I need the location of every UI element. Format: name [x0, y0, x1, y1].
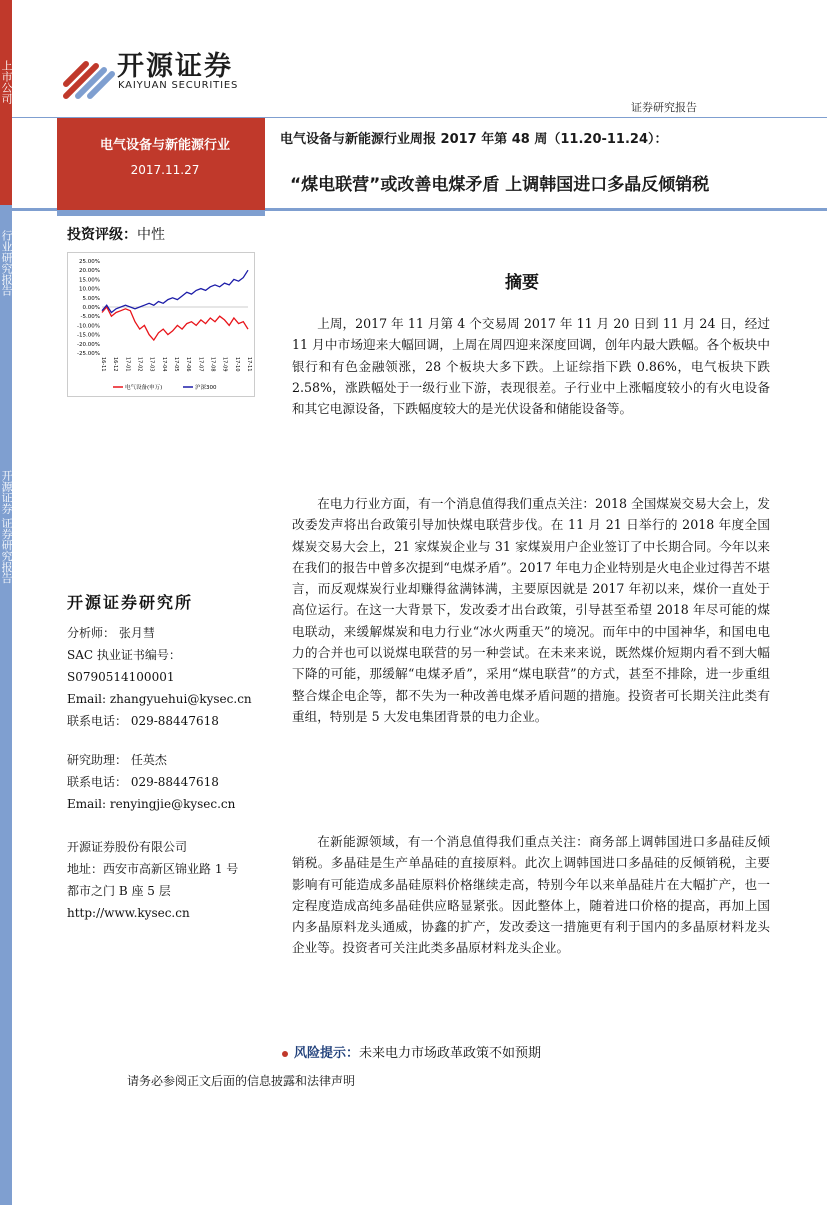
industry-name: 电气设备与新能源行业 — [99, 138, 230, 153]
y-tick-label: -10.00% — [77, 323, 100, 330]
y-tick-label: 20.00% — [79, 268, 100, 275]
report-date: 2017.11.27 — [130, 163, 200, 177]
abstract-paragraph-1: 上周，2017 年 11 月第 4 个交易周 2017 年 11 月 20 日到 11 月 24 日，经过 11 月中市场迎来大幅回调，上周在周四迎来深度回调，创年内最大跌幅。各个板块中银行和有色金融领涨，28 个板块大多下跌。上证综指下跌 0.86%，电气板块下跌 2.58%，涨跌幅处于一级行业下游，表现很差。子行业中上涨幅度较小的有火电设备和其它电源设备，下跌幅度较大的是光伏设备和储能设备等。 — [292, 316, 770, 417]
risk-warning — [282, 1042, 541, 1061]
logo-chinese-name: 开源证券 — [117, 51, 233, 82]
company-address: 地址：西安市高新区锦业路 1 号 — [67, 862, 239, 876]
assistant-name: 研究助理： 任英杰 — [67, 753, 167, 767]
abstract-heading: 摘要 — [505, 273, 539, 293]
strip-label-industry: 行业研究报告 — [0, 230, 13, 296]
analyst-name: 分析师： 张月彗 — [67, 626, 155, 640]
sac-number: S0790514100001 — [67, 670, 175, 684]
left-strip-bottom — [0, 205, 12, 1205]
y-tick-label: 0.00% — [82, 305, 100, 311]
x-tick-label: 17-11 — [246, 357, 252, 372]
institute-name: 开源证券研究所 — [67, 593, 194, 612]
y-tick-label: 5.00% — [82, 295, 100, 302]
kaiyuan-logo-icon — [60, 44, 120, 104]
x-tick-label: 17-04 — [160, 357, 167, 372]
company-info — [67, 836, 238, 924]
y-tick-label: 10.00% — [79, 286, 100, 293]
abstract-paragraph-3: 在新能源领域，有一个消息值得我们重点关注：商务部上调韩国进口多晶硅反倾销税。多晶硅是生产单晶硅的直接原料。此次上调韩国进口多晶硅的反倾销税，主要影响有可能造成多晶硅原料价格继续走高，特别今年以来单晶硅片在大幅扩产，也一定程度造成高纯多晶硅供应略显紧张。因此整体上，随着进口价格的提高，再加上国内多晶原料龙头通威，协鑫的扩产，发改委这一措施更有利于国内的多晶原材料龙头企业等。投资者可关注此类多晶原材料龙头企业。 — [292, 834, 770, 956]
disclaimer-footer: 请务必参阅正文后面的信息披露和法律声明 — [127, 1074, 356, 1088]
risk-text: 未来电力市场政革政策不如预期 — [359, 1046, 542, 1061]
x-tick-label: 17-09 — [221, 357, 228, 372]
x-tick-label: 17-07 — [197, 357, 204, 372]
legend-label: 电气设备(申万) — [125, 385, 163, 391]
report-headline: “煤电联营”或改善电煤矛盾 上调韩国进口多晶反倾销税 — [290, 175, 710, 195]
report-type: 证券研究报告 — [631, 101, 697, 114]
sac-label: SAC 执业证书编号： — [67, 648, 181, 662]
analyst-phone: 联系电话： 029-88447618 — [67, 714, 219, 728]
series-line-0 — [102, 307, 248, 340]
assistant-contact — [67, 749, 235, 815]
logo-english-name: KAIYUAN SECURITIES — [118, 80, 239, 91]
y-tick-label: -5.00% — [80, 314, 100, 321]
company-name: 开源证券股份有限公司 — [67, 840, 188, 854]
company-address-2: 都市之门 B 座 5 层 — [67, 884, 171, 898]
x-tick-label: 17-10 — [233, 357, 240, 372]
rating-value: 中性 — [137, 227, 165, 243]
analyst-contact — [67, 622, 252, 732]
legend-label: 沪深300 — [195, 385, 217, 391]
analyst-email: Email: zhangyuehui@kysec.cn — [67, 692, 252, 706]
y-tick-label: -20.00% — [77, 341, 100, 348]
bullet-icon — [282, 1051, 288, 1057]
x-tick-label: 16-11 — [100, 357, 106, 372]
investment-rating — [67, 224, 165, 244]
strip-label-listed: 上市公司 — [0, 60, 13, 104]
x-tick-label: 17-03 — [148, 357, 155, 372]
rating-label: 投资评级： — [67, 227, 137, 243]
y-tick-label: 15.00% — [79, 277, 100, 284]
x-tick-label: 17-02 — [136, 357, 143, 372]
x-tick-label: 17-05 — [173, 357, 179, 372]
x-tick-label: 17-06 — [185, 357, 192, 372]
y-tick-label: -15.00% — [77, 332, 100, 339]
abstract-paragraph-2: 在电力行业方面，有一个消息值得我们重点关注：2018 全国煤炭交易大会上，发改委发声将出台政策引导加快煤电联营步伐。在 11 月 21 日举行的 2018 年度全国煤炭交易大会上，21 家煤炭企业与 31 家煤炭用户企业签订了中长期合同。今年以来在我们的报告中曾多次提到“电煤矛盾”。2017 年电力企业特别是火电企业过得苦不堪言，而反观煤炭行业却赚得盆满钵满，主要原因就是 2017 年初以来，煤价一直处于高位运行。在这一大背景下，发改委才出台政策，引导甚至希望 2018 年尽可能的煤电联动，来缓解煤炭和电力行业“冰火两重天”的境况。而年中的中国神华，和国电电力的合并也可以说煤电联营的另一种尝试。在未来来说，既然煤价短期内看不到大幅下降的可能，那缓解“电煤矛盾”，采用“煤电联营”的方式，甚至不排除，进一步重组整合煤企电企等，都不失为一种改善电煤矛盾问题的措施。投资者可长期关注此类有重组，特别是 5 大发电集团背景的电力企业。 — [292, 496, 770, 724]
x-tick-label: 17-01 — [124, 357, 131, 372]
performance-chart — [67, 252, 255, 397]
report-title: 电气设备与新能源行业周报 2017 年第 48 周（11.20-11.24）： — [280, 132, 668, 147]
strip-label-kaiyuan: 开源证券 证券研究报告 — [0, 470, 13, 584]
risk-label: 风险提示： — [294, 1046, 360, 1061]
company-website[interactable]: http://www.kysec.cn — [67, 906, 190, 920]
y-tick-label: -25.00% — [77, 351, 100, 357]
x-tick-label: 17-08 — [209, 357, 216, 372]
assistant-phone: 联系电话： 029-88447618 — [67, 775, 219, 789]
series-line-1 — [102, 270, 248, 312]
assistant-email: Email: renyingjie@kysec.cn — [67, 797, 236, 811]
x-tick-label: 16-12 — [112, 357, 119, 372]
sidebar-accent — [57, 210, 265, 216]
y-tick-label: 25.00% — [79, 259, 100, 265]
